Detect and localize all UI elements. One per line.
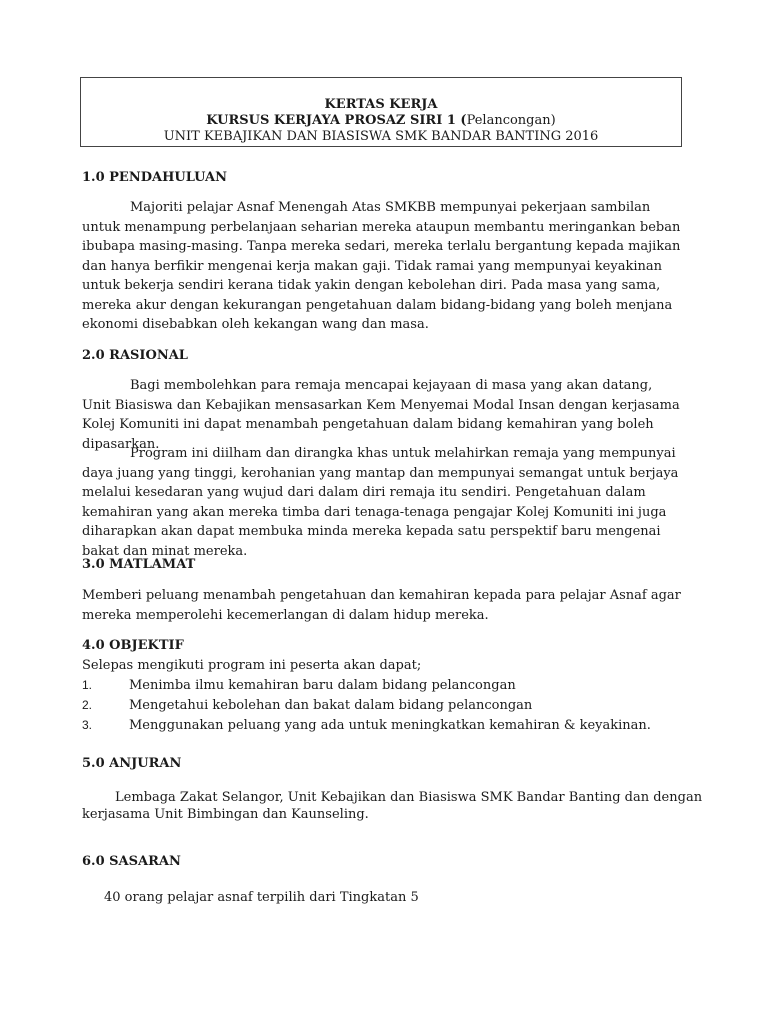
paragraph-matlamat: Memberi peluang menambah pengetahuan dan kemahiran kepada para pelajar Asnaf agar mereka memperolehi kecemerlangan di dalam hidup mereka.: [82, 588, 681, 623]
list-item: [82, 696, 532, 715]
sasaran-text: 40 orang pelajar asnaf terpilih dari Tingkatan 5: [104, 890, 419, 905]
list-number: 3.: [82, 718, 93, 732]
section-heading-sasaran: 6.0 SASARAN: [82, 854, 181, 869]
document-type-title: KERTAS KERJA: [324, 97, 438, 112]
list-item: [82, 716, 651, 735]
list-text: Menimba ilmu kemahiran baru dalam bidang pelancongan: [129, 678, 516, 693]
list-number: 1.: [82, 678, 93, 692]
section-heading-objektif: 4.0 OBJEKTIF: [82, 638, 184, 653]
paragraph-rasional-2: Program ini diilham dan dirangka khas untuk melahirkan remaja yang mempunyai daya juang yang tinggi, kerohanian yang mantap dan mempunyai semangat untuk berjaya melalui kesedaran yang wujud dari dalam diri remaja itu sendiri. Pengetahuan dalam kemahiran yang akan mereka timba dari tenaga-tenaga pengajar Kolej Komuniti ini juga diharapkan akan dapat membuka minda mereka kepada satu perspektif baru mengenai bakat dan minat mereka.: [82, 446, 679, 559]
title-box: [80, 77, 682, 147]
section-heading-anjuran: 5.0 ANJURAN: [82, 756, 182, 771]
list-number: 2.: [82, 698, 93, 712]
section-heading-rasional: 2.0 RASIONAL: [82, 348, 188, 363]
list-item: [82, 676, 516, 695]
list-text: Mengetahui kebolehan dan bakat dalam bidang pelancongan: [129, 698, 533, 713]
objektif-intro: Selepas mengikuti program ini peserta akan dapat;: [82, 658, 422, 673]
course-title: [81, 113, 681, 129]
list-text: Menggunakan peluang yang ada untuk meningkatkan kemahiran & keyakinan.: [129, 718, 651, 733]
course-title-bold: KURSUS KERJAYA PROSAZ SIRI 1 (: [206, 113, 467, 128]
paragraph-rasional-1: Bagi membolehkan para remaja mencapai kejayaan di masa yang akan datang, Unit Biasiswa dan Kebajikan mensasarkan Kem Menyemai Modal Insan dengan kerjasama Kolej Komuniti ini dapat menambah pengetahuan dalam bidang kemahiran yang boleh dipasarkan.: [82, 378, 680, 452]
course-title-subject: Pelancongan): [466, 113, 556, 128]
paragraph-pendahuluan: Majoriti pelajar Asnaf Menengah Atas SMKBB mempunyai pekerjaan sambilan untuk menampung perbelanjaan seharian mereka ataupun membantu meringankan beban ibubapa masing-masing. Tanpa mereka sedari, mereka terlalu bergantung kepada majikan dan hanya berfikir mengenai kerja makan gaji. Tidak ramai yang mempunyai keyakinan untuk bekerja sendiri kerana tidak yakin dengan kebolehan diri. Pada masa yang sama, mereka akur dengan kekurangan pengetahuan dalam bidang-bidang yang boleh menjana ekonomi disebabkan oleh kekangan wang dan masa.: [82, 200, 681, 332]
anjuran-line-1: Lembaga Zakat Selangor, Unit Kebajikan dan Biasiswa SMK Bandar Banting dan dengan: [115, 790, 703, 805]
section-heading-matlamat: 3.0 MATLAMAT: [82, 557, 196, 572]
section-heading-pendahuluan: 1.0 PENDAHULUAN: [82, 170, 228, 185]
anjuran-line-2: kerjasama Unit Bimbingan dan Kaunseling.: [82, 807, 369, 822]
unit-title: UNIT KEBAJIKAN DAN BIASISWA SMK BANDAR BANTING 2016: [163, 129, 599, 144]
